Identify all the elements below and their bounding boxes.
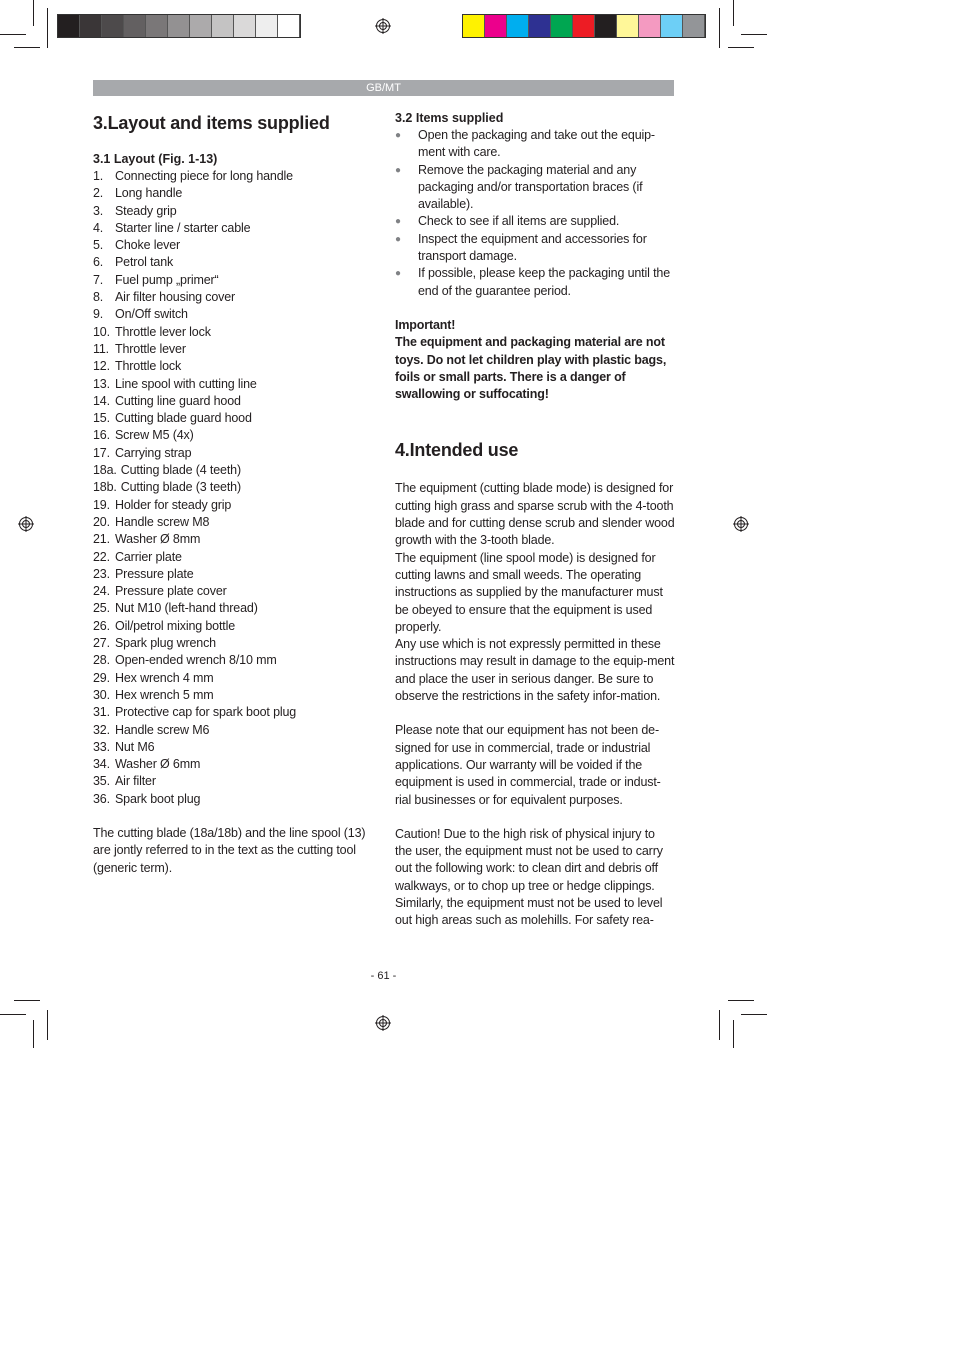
item-text: Pressure plate cover xyxy=(115,584,227,599)
item-number: 3. xyxy=(93,203,104,218)
list-item xyxy=(93,324,373,341)
item-text: Hex wrench 5 mm xyxy=(115,687,214,702)
item-text: Spark plug wrench xyxy=(115,636,216,651)
list-item xyxy=(93,514,373,531)
supplied-text: Remove the packaging material and any packaging and/or transportation braces (if available). xyxy=(418,162,643,212)
item-number: 18a. xyxy=(93,463,117,478)
list-item xyxy=(93,445,373,462)
list-item xyxy=(93,237,373,254)
registration-mark-icon xyxy=(733,516,749,532)
list-item xyxy=(93,618,373,635)
items-supplied-list xyxy=(395,127,675,300)
color-swatch xyxy=(617,15,639,37)
color-swatch xyxy=(485,15,507,37)
item-number: 28. xyxy=(93,653,110,668)
color-swatch xyxy=(146,15,168,37)
item-number: 5. xyxy=(93,238,104,253)
bullet-icon: ● xyxy=(395,233,401,245)
list-item xyxy=(93,635,373,652)
layout-heading: 3.1 Layout (Fig. 1-13) xyxy=(93,152,218,166)
registration-mark-icon xyxy=(375,1015,391,1031)
registration-mark-icon xyxy=(375,18,391,34)
color-swatch xyxy=(102,15,124,37)
item-text: Pressure plate xyxy=(115,566,194,581)
bullet-icon: ● xyxy=(395,216,401,228)
crop-mark xyxy=(733,0,734,26)
color-swatch xyxy=(278,15,300,37)
crop-mark xyxy=(728,1000,754,1001)
list-item xyxy=(93,756,373,773)
list-item xyxy=(93,566,373,583)
item-number: 24. xyxy=(93,584,110,599)
color-swatch xyxy=(507,15,529,37)
item-number: 23. xyxy=(93,566,110,581)
item-text: Washer Ø 8mm xyxy=(115,532,201,547)
item-text: Carrying strap xyxy=(115,445,192,460)
list-item xyxy=(395,162,675,214)
color-swatch xyxy=(124,15,146,37)
crop-mark xyxy=(733,1020,734,1048)
section-3-title: 3.Layout and items supplied xyxy=(93,113,330,133)
intended-use-paragraph: Any use which is not expressly permitted in these instructions may result in damage to the equip-ment and place the user in serious danger. Be sure to observe the restrictions in the safety infor-mation. xyxy=(395,637,675,704)
item-text: Protective cap for spark boot plug xyxy=(115,705,297,720)
list-item xyxy=(93,341,373,358)
item-number: 2. xyxy=(93,186,104,201)
list-item xyxy=(93,773,373,790)
items-supplied-heading: 3.2 Items supplied xyxy=(395,111,504,125)
item-number: 26. xyxy=(93,618,110,633)
item-number: 29. xyxy=(93,670,110,685)
crop-mark xyxy=(741,1014,767,1015)
supplied-text: If possible, please keep the packaging until the end of the guarantee period. xyxy=(418,266,671,298)
item-number: 27. xyxy=(93,636,110,651)
item-number: 33. xyxy=(93,739,110,754)
list-item xyxy=(93,306,373,323)
list-item xyxy=(93,739,373,756)
item-text: Starter line / starter cable xyxy=(115,220,251,235)
list-item xyxy=(93,168,373,185)
item-number: 30. xyxy=(93,687,110,702)
item-text: Throttle lock xyxy=(115,359,182,374)
color-swatch xyxy=(80,15,102,37)
list-item xyxy=(93,203,373,220)
section-4-title: 4.Intended use xyxy=(395,440,519,461)
crop-mark xyxy=(33,0,34,26)
crop-mark xyxy=(741,34,767,35)
item-text: Fuel pump „primer“ xyxy=(115,272,219,287)
color-swatch xyxy=(168,15,190,37)
item-text: Screw M5 (4x) xyxy=(115,428,194,443)
list-item xyxy=(93,462,373,479)
list-item xyxy=(395,213,675,230)
item-number: 34. xyxy=(93,757,110,772)
item-number: 20. xyxy=(93,514,110,529)
item-number: 7. xyxy=(93,272,104,287)
item-number: 16. xyxy=(93,428,110,443)
list-item xyxy=(93,687,373,704)
list-item xyxy=(93,410,373,427)
crop-mark xyxy=(33,1020,34,1048)
item-number: 6. xyxy=(93,255,104,270)
color-swatch xyxy=(639,15,661,37)
list-item xyxy=(93,289,373,306)
list-item xyxy=(93,583,373,600)
left-column xyxy=(93,110,373,877)
color-swatch xyxy=(551,15,573,37)
item-number: 35. xyxy=(93,774,110,789)
list-item xyxy=(395,265,675,300)
item-text: Cutting blade (4 teeth) xyxy=(120,463,241,478)
crop-mark xyxy=(14,47,40,48)
crop-mark xyxy=(0,34,26,35)
important-title: Important! xyxy=(395,317,456,332)
crop-mark xyxy=(47,1010,48,1040)
bullet-icon: ● xyxy=(395,130,401,141)
list-item xyxy=(93,185,373,202)
item-text: Steady grip xyxy=(115,203,177,218)
caution-paragraph: Caution! Due to the high risk of physical injury to the user, the equipment must not be used to carry out the following work: to clean dirt and debris off walkways, or to chop up tree or hedge clippings. Similarly, the equipment must not be used to level out high areas such as molehills. For safety rea- xyxy=(395,826,663,928)
parts-list xyxy=(93,168,373,808)
crop-mark xyxy=(719,1010,720,1040)
supplied-text: Inspect the equipment and accessories for transport damage. xyxy=(418,231,647,264)
item-number: 36. xyxy=(93,791,110,806)
page-number: - 61 - xyxy=(370,970,397,982)
color-swatch xyxy=(190,15,212,37)
item-number: 18b. xyxy=(93,480,117,495)
item-number: 32. xyxy=(93,722,110,737)
list-item xyxy=(93,600,373,617)
important-text: The equipment and packaging material are not toys. Do not let children play with plastic bags, foils or small parts. There is a danger of swallowing or suffocating! xyxy=(395,335,667,402)
item-text: Handle screw M6 xyxy=(115,722,210,737)
commercial-use-paragraph: Please note that our equipment has not been de-signed for use in commercial, trade or industrial applications. Our warranty will be voided if the equipment is used in commercial, trade or indust-rial businesses or for equivalent purposes. xyxy=(395,723,661,807)
list-item xyxy=(395,231,675,266)
item-text: Carrier plate xyxy=(115,549,182,564)
item-number: 22. xyxy=(93,549,110,564)
item-text: Cutting blade guard hood xyxy=(115,411,252,426)
list-item xyxy=(93,652,373,669)
crop-mark xyxy=(0,1014,26,1015)
list-item xyxy=(93,479,373,496)
item-text: Air filter xyxy=(115,774,156,789)
item-number: 9. xyxy=(93,307,104,322)
list-item xyxy=(93,220,373,237)
item-text: Hex wrench 4 mm xyxy=(115,670,214,685)
list-item xyxy=(93,549,373,566)
item-text: Throttle lever lock xyxy=(115,324,211,339)
color-swatch xyxy=(683,15,705,37)
list-item xyxy=(93,358,373,375)
item-text: Holder for steady grip xyxy=(115,497,232,512)
item-text: Nut M10 (left-hand thread) xyxy=(115,601,258,616)
list-item xyxy=(93,531,373,548)
crop-mark xyxy=(14,1000,40,1001)
list-item xyxy=(93,427,373,444)
list-item xyxy=(93,791,373,808)
list-item xyxy=(93,393,373,410)
item-number: 4. xyxy=(93,220,104,235)
list-item xyxy=(93,272,373,289)
list-item xyxy=(93,376,373,393)
item-number: 19. xyxy=(93,497,110,512)
list-item xyxy=(93,254,373,271)
color-swatch xyxy=(234,15,256,37)
item-text: Cutting line guard hood xyxy=(115,393,241,408)
item-number: 8. xyxy=(93,290,104,305)
cutting-tool-note: The cutting blade (18a/18b) and the line spool (13) are jontly referred to in the text as the cutting tool (generic term). xyxy=(93,825,366,875)
list-item xyxy=(93,497,373,514)
color-swatch xyxy=(573,15,595,37)
item-text: Spark boot plug xyxy=(115,791,201,806)
registration-mark-icon xyxy=(18,516,34,532)
item-number: 25. xyxy=(93,601,110,616)
color-calibration-strip xyxy=(462,14,706,38)
item-text: Cutting blade (3 teeth) xyxy=(120,480,241,495)
intended-use-paragraph: The equipment (cutting blade mode) is designed for cutting high grass and sparse scrub with the 4-tooth blade and for cutting dense scrub and slender wood growth with the 3-tooth blade. xyxy=(395,481,675,548)
item-text: Long handle xyxy=(115,186,183,201)
color-swatch xyxy=(58,15,80,37)
item-text: On/Off switch xyxy=(115,307,188,322)
important-notice xyxy=(395,317,675,403)
item-number: 10. xyxy=(93,324,110,339)
right-column xyxy=(395,110,675,930)
list-item xyxy=(93,704,373,721)
item-number: 14. xyxy=(93,393,110,408)
color-swatch xyxy=(256,15,278,37)
crop-mark xyxy=(47,8,48,48)
supplied-text: Open the packaging and take out the equip-ment with care. xyxy=(418,128,655,160)
item-number: 1. xyxy=(93,169,104,183)
item-number: 12. xyxy=(93,359,110,374)
list-item xyxy=(93,670,373,687)
supplied-text: Check to see if all items are supplied. xyxy=(418,214,620,229)
item-text: Oil/petrol mixing bottle xyxy=(115,618,236,633)
item-text: Throttle lever xyxy=(115,341,186,356)
color-swatch xyxy=(463,15,485,37)
grey-calibration-strip xyxy=(57,14,301,38)
item-number: 11. xyxy=(93,341,109,356)
bullet-icon: ● xyxy=(395,164,401,176)
color-swatch xyxy=(595,15,617,37)
item-number: 17. xyxy=(93,445,110,460)
item-text: Petrol tank xyxy=(115,255,174,270)
item-text: Washer Ø 6mm xyxy=(115,757,201,772)
item-text: Choke lever xyxy=(115,238,181,253)
bullet-icon: ● xyxy=(395,268,401,280)
item-number: 31. xyxy=(93,705,110,720)
item-text: Nut M6 xyxy=(115,739,155,754)
intended-use-paragraph: The equipment (line spool mode) is designed for cutting lawns and small weeds. The operating instructions as supplied by the manufacturer must be obeyed to ensure that the equipment is used properly. xyxy=(395,550,663,634)
color-swatch xyxy=(661,15,683,37)
crop-mark xyxy=(728,47,754,48)
item-text: Connecting piece for long handle xyxy=(115,169,293,183)
item-number: 13. xyxy=(93,376,110,391)
item-text: Open-ended wrench 8/10 mm xyxy=(115,653,277,668)
item-number: 15. xyxy=(93,411,110,426)
color-swatch xyxy=(529,15,551,37)
item-text: Handle screw M8 xyxy=(115,514,210,529)
item-text: Line spool with cutting line xyxy=(115,376,257,391)
list-item xyxy=(93,722,373,739)
list-item xyxy=(395,127,675,162)
crop-mark xyxy=(719,8,720,48)
item-number: 21. xyxy=(93,532,110,547)
item-text: Air filter housing cover xyxy=(115,290,236,305)
language-header-bar: GB/MT xyxy=(93,80,674,96)
color-swatch xyxy=(212,15,234,37)
